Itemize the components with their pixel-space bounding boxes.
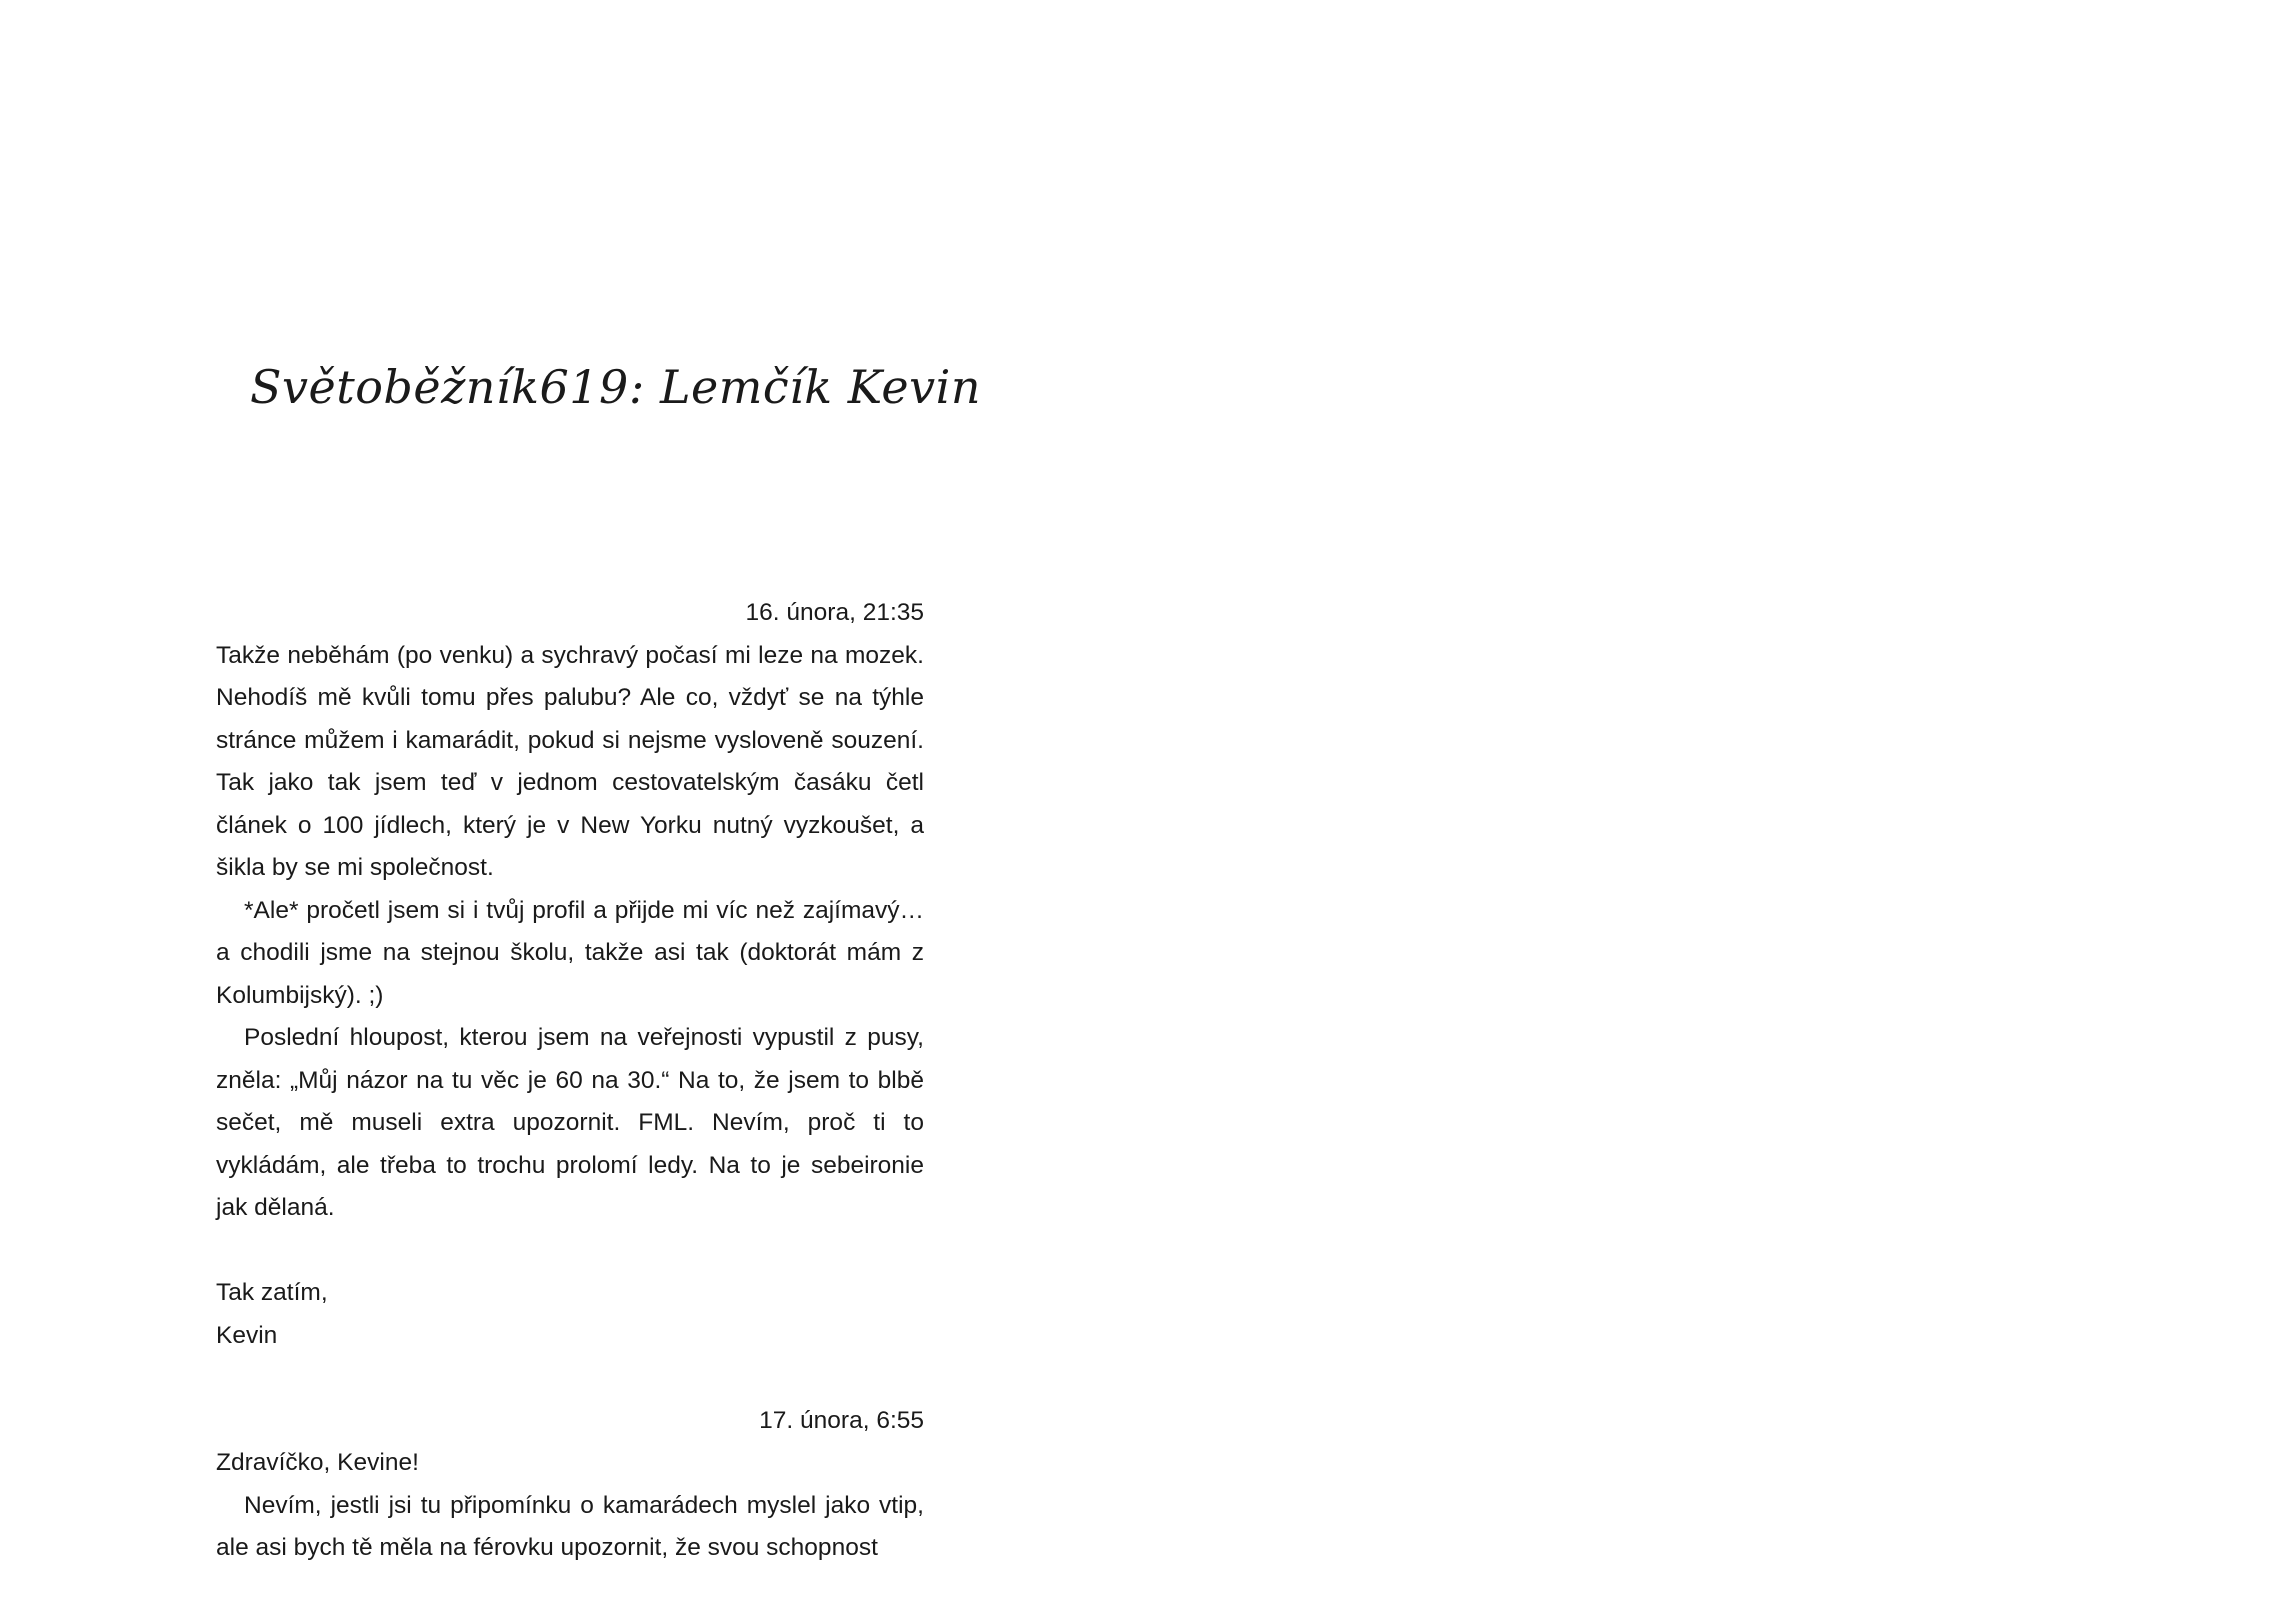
email-greeting: Zdravíčko, Kevine! [216,1449,419,1476]
right-page [1142,0,2284,1615]
email-paragraph: *Ale* pročetl jsem si i tvůj profil a přijde mi víc než zajímavý… a chodili jsme na stejnou školu, takže asi tak (doktorát mám z Kolumbijský). ;) [216,896,924,1009]
email-date: 16. února, 21:35 [745,599,924,626]
email-date: 17. února, 6:55 [759,1406,924,1434]
email-signature: Kevin [216,1321,278,1349]
chapter-title: Světoběžník619: Lemčík Kevin [250,360,981,414]
email-kevin [216,592,924,1570]
email-paragraph: Poslední hloupost, kterou jsem na veřejnosti vypustil z pusy, zněla: „Můj názor na tu věc je 60 na 30.“ Na to, že jsem to blbě sečet, mě museli extra upozornit. FML. Nevím, proč ti to vykládám, ale třeba to trochu prolomí ledy. Na to je sebeironie jak dělaná. [216,1024,924,1221]
email-paragraph: Takže neběhám (po venku) a sychravý počasí mi leze na mozek. Nehodíš mě kvůli tomu přes palubu? Ale co, vždyť se na týhle stránce můžem i kamarádit, pokud si nejsme vysloveně souzení. Tak jako tak jsem teď v jednom cestovatelským časáku četl článek o 100 jídlech, který je v New Yorku nutný vyzkoušet, a šikla by se mi společnost. [216,641,924,881]
email-signoff: Tak zatím, [216,1279,328,1306]
email-paragraph: Nevím, jestli jsi tu připomínku o kamarádech myslel jako vtip, ale asi bych tě měla na férovku upozornit, že svou schopnost [216,1491,924,1561]
